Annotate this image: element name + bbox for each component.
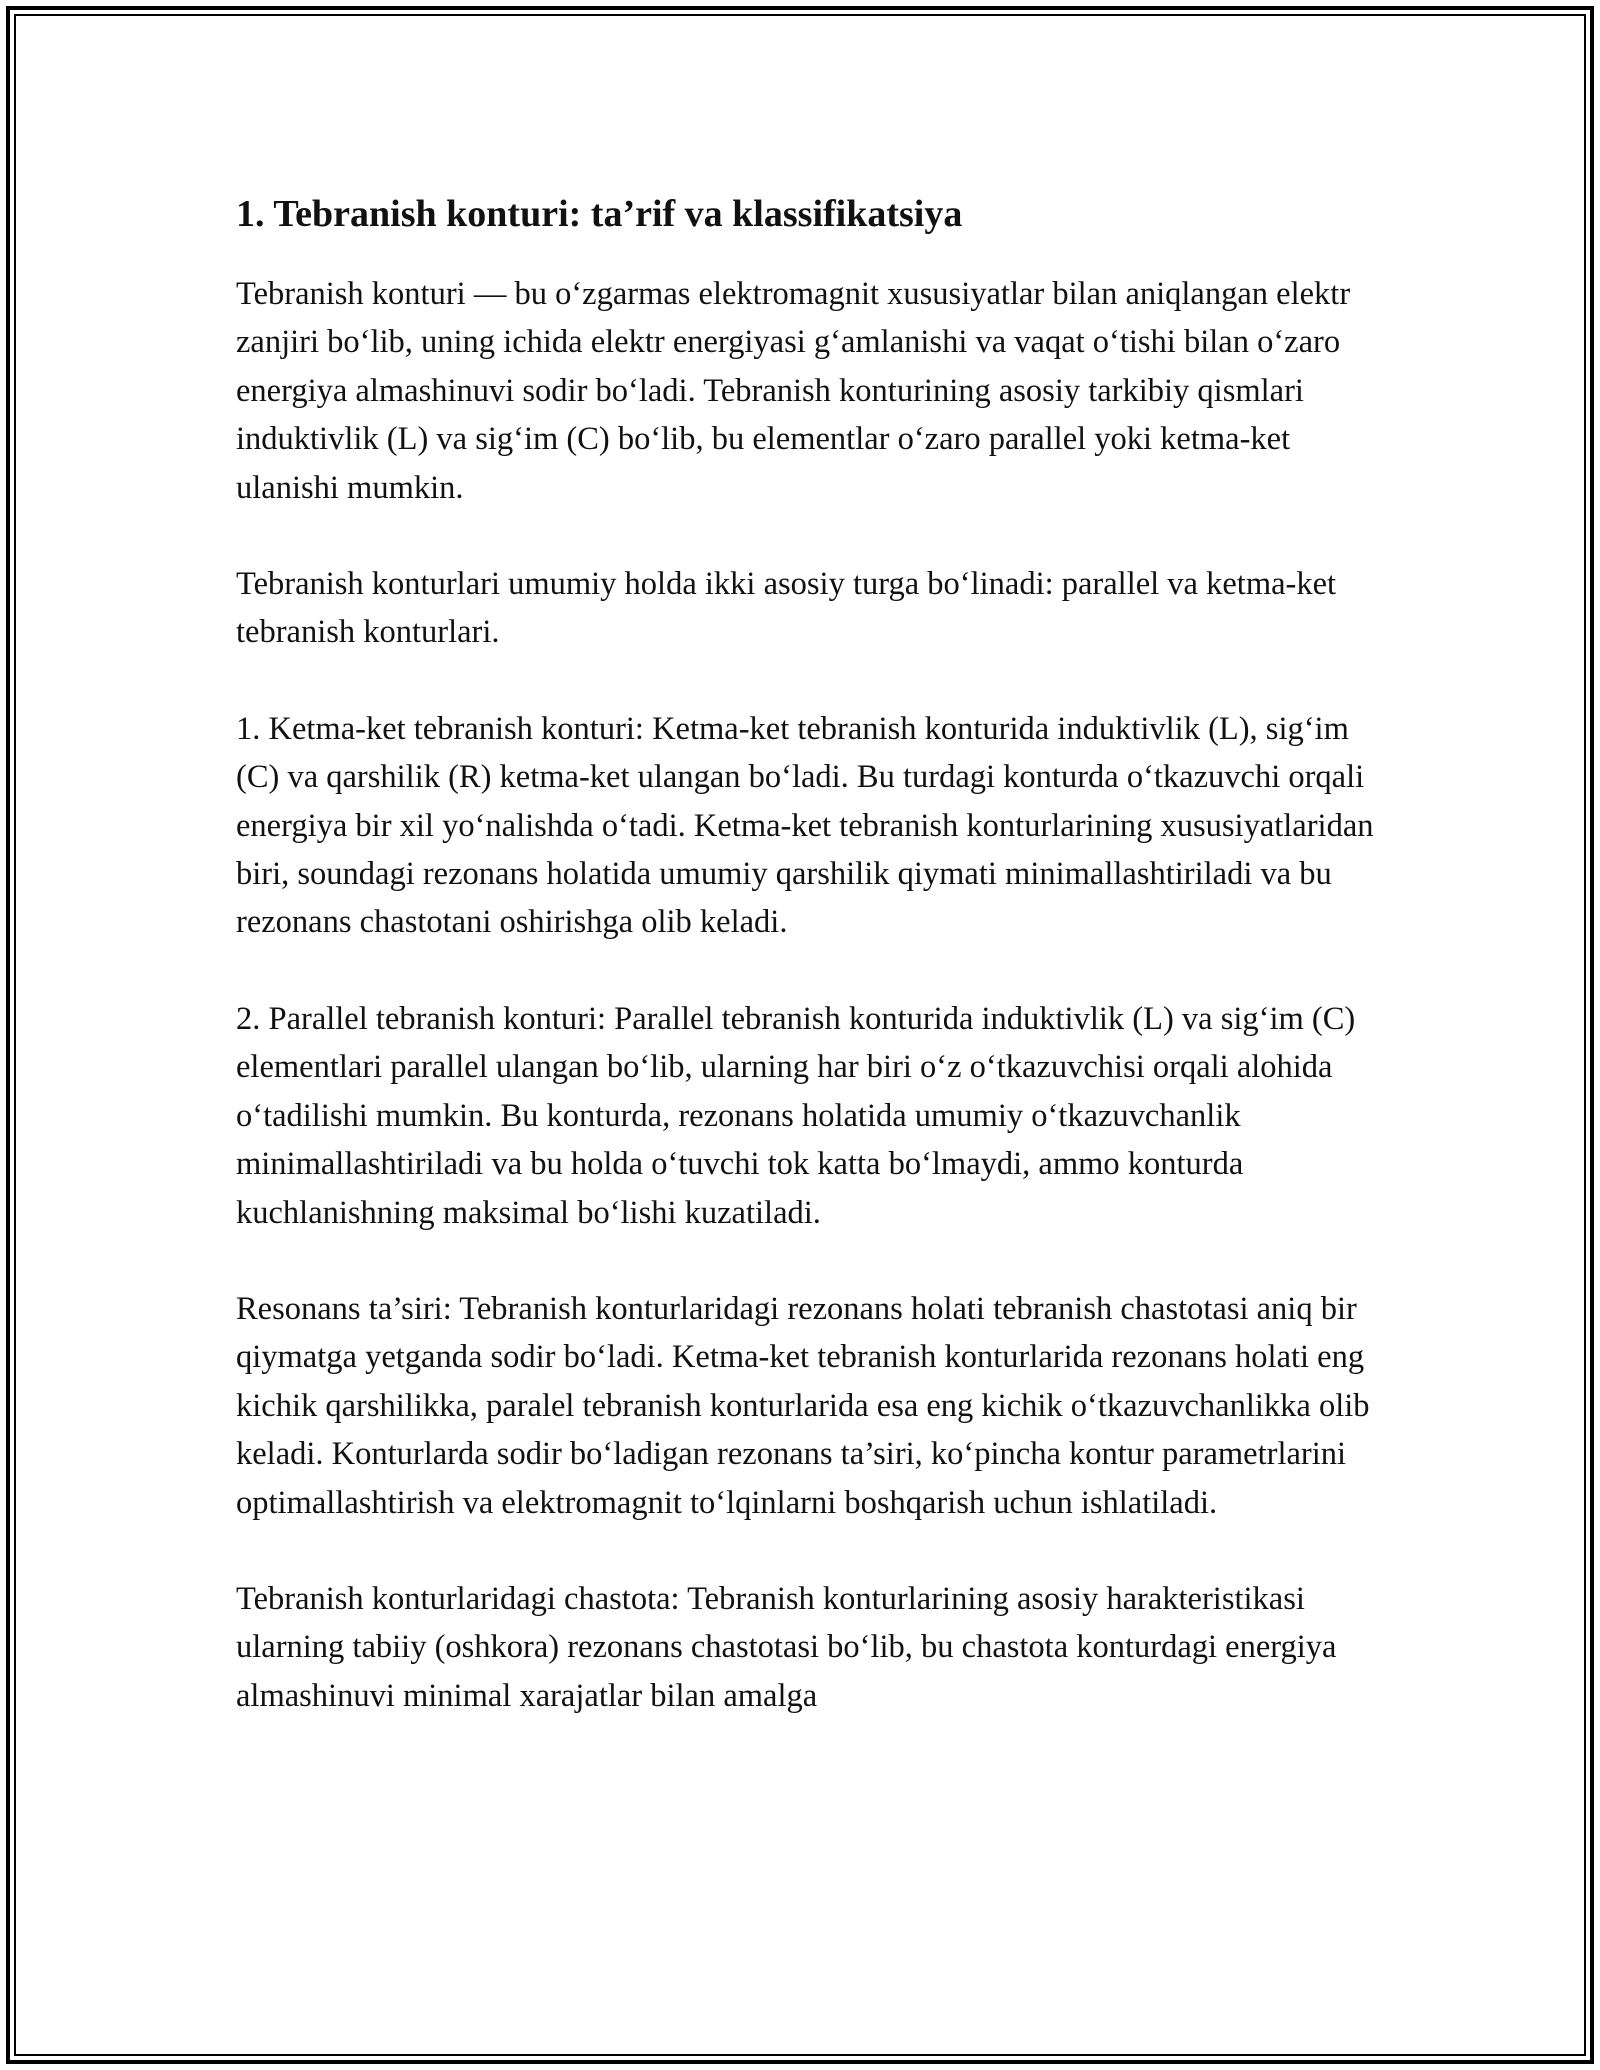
document-body — [236, 186, 1376, 1720]
paragraph-classification: Tebranish konturlari umumiy holda ikki asosiy turga bo‘linadi: parallel va ketma-ket tebranish konturlari. — [236, 566, 1337, 651]
section-heading: 1. Tebranish konturi: ta’rif va klassifikatsiya — [236, 193, 963, 235]
paragraph-parallel-circuit: 2. Parallel tebranish konturi: Parallel tebranish konturida induktivlik (L) va sig‘im (C) elementlari parallel ulangan bo‘lib, ularning har biri o‘z o‘tkazuvchisi orqali alohida o‘tadilishi mumkin. Bu konturda, rezonans holatida umumiy o‘tkazuvchanlik minimallashtiriladi va bu holda o‘tuvchi tok katta bo‘lmaydi, ammo konturda kuchlanishning maksimal bo‘lishi kuzatiladi. — [236, 1000, 1356, 1231]
paragraph-definition: Tebranish konturi — bu o‘zgarmas elektromagnit xususiyatlar bilan aniqlangan elektr zanjiri bo‘lib, uning ichida elektr energiyasi g‘amlanishi va vaqat o‘tishi bilan o‘zaro energiya almashinuvi sodir bo‘ladi. Tebranish konturining asosiy tarkibiy qismlari induktivlik (L) va sig‘im (C) bo‘lib, bu elementlar o‘zaro parallel yoki ketma-ket ulanishi mumkin. — [236, 276, 1351, 506]
paragraph-resonance: Resonans ta’siri: Tebranish konturlaridagi rezonans holati tebranish chastotasi aniq bir qiymatga yetganda sodir bo‘ladi. Ketma-ket tebranish konturlarida rezonans holati eng kichik qarshilikka, paralel tebranish konturlarida esa eng kichik o‘tkazuvchanlikka olib keladi. Konturlarda sodir bo‘ladigan rezonans ta’siri, ko‘pincha kontur parametrlarini optimallashtirish va elektromagnit to‘lqinlarni boshqarish uchun ishlatiladi. — [236, 1290, 1370, 1521]
paragraph-series-circuit: 1. Ketma-ket tebranish konturi: Ketma-ket tebranish konturida induktivlik (L), sig‘im (C) va qarshilik (R) ketma-ket ulangan bo‘ladi. Bu turdagi konturda o‘tkazuvchi orqali energiya bir xil yo‘nalishda o‘tadi. Ketma-ket tebranish konturlarining xususiyatlaridan biri, soundagi rezonans holatida umumiy qarshilik qiymati minimallashtiriladi va bu rezonans chastotani oshirishga olib keladi. — [236, 710, 1374, 941]
paragraph-frequency: Tebranish konturlaridagi chastota: Tebranish konturlarining asosiy harakteristikasi ularning tabiiy (oshkora) rezonans chastotasi bo‘lib, bu chastota konturdagi energiya almashinuvi minimal xarajatlar bilan amalga — [236, 1580, 1337, 1714]
